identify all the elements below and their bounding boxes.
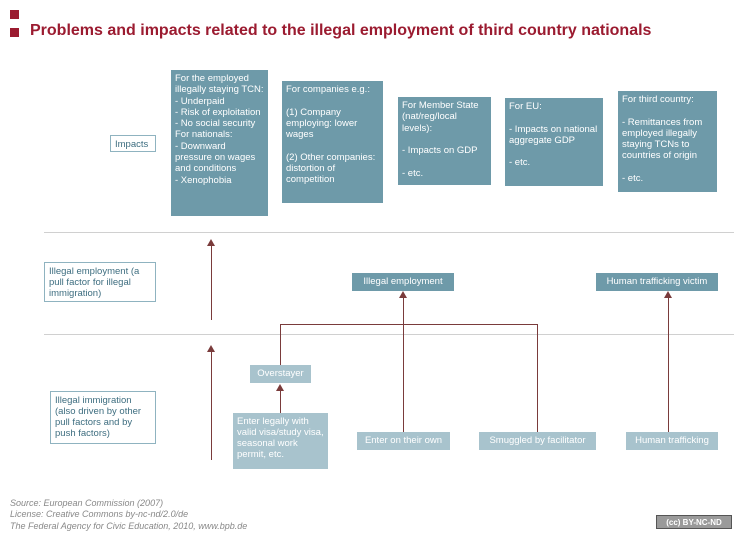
connector-bracket-horizontal — [280, 324, 538, 325]
arrowhead-illegal-employment — [399, 291, 407, 298]
source-note — [10, 498, 247, 532]
overstayer-box: Overstayer — [250, 365, 311, 383]
publisher-line: The Federal Agency for Civic Education, 2010, www.bpb.de — [10, 520, 248, 531]
human-trafficking-box: Human trafficking — [626, 432, 718, 450]
enter-on-their-own-box: Enter on their own — [357, 432, 450, 450]
license-line: License: Creative Commons by-nc-nd/2.0/de — [10, 509, 189, 520]
bullet-square-title — [10, 28, 19, 37]
cc-license-badge: (cc) BY-NC-ND — [656, 515, 732, 529]
connector-enter-own-to-employment — [403, 298, 404, 432]
arrowhead-left-upper — [207, 239, 215, 246]
bullet-square-top — [10, 10, 19, 19]
enter-legally-box: Enter legally with valid visa/study visa, seasonal work permit, etc. — [233, 413, 328, 469]
row-label-illegal-employment: Illegal employment (a pull factor for illegal immigration) — [44, 262, 156, 302]
connector-overstayer-up — [280, 324, 281, 365]
arrowhead-left-lower — [207, 345, 215, 352]
human-trafficking-victim-box: Human trafficking victim — [596, 273, 718, 291]
impact-box-eu: For EU: - Impacts on national aggregate GDP - etc. — [505, 98, 603, 186]
impact-box-third-country: For third country: - Remittances from employed illegally staying TCNs to countries of origin - etc. — [618, 91, 717, 192]
impact-box-member-state: For Member State (nat/reg/local levels): - Impacts on GDP - etc. — [398, 97, 491, 185]
impact-box-employed-tcn: For the employed illegally staying TCN: - Underpaid - Risk of exploitation - No social security For nationals: - Downward pressure on wages and conditions - Xenophobia — [171, 70, 268, 216]
row-label-illegal-immigration: Illegal immigration (also driven by other pull factors and by push factors) — [50, 391, 156, 444]
connector-trafficking-to-victim — [668, 298, 669, 432]
connector-smuggled-up — [537, 324, 538, 432]
source-line: Source: European Commission (2007) — [10, 498, 164, 508]
row-separator-bottom — [44, 334, 734, 335]
row-label-impacts: Impacts — [110, 135, 156, 152]
arrowhead-overstayer — [276, 384, 284, 391]
connector-enter-legally-to-overstayer — [280, 391, 281, 413]
impact-box-companies: For companies e.g.: (1) Company employing: lower wages (2) Other companies: distortion of competition — [282, 81, 383, 203]
smuggled-by-facilitator-box: Smuggled by facilitator — [479, 432, 596, 450]
illegal-employment-box: Illegal employment — [352, 273, 454, 291]
connector-left-lower — [211, 352, 212, 460]
page-title: Problems and impacts related to the illegal employment of third country nationals — [30, 22, 652, 39]
row-separator-top — [44, 232, 734, 233]
arrowhead-trafficking-victim — [664, 291, 672, 298]
connector-left-upper — [211, 246, 212, 320]
